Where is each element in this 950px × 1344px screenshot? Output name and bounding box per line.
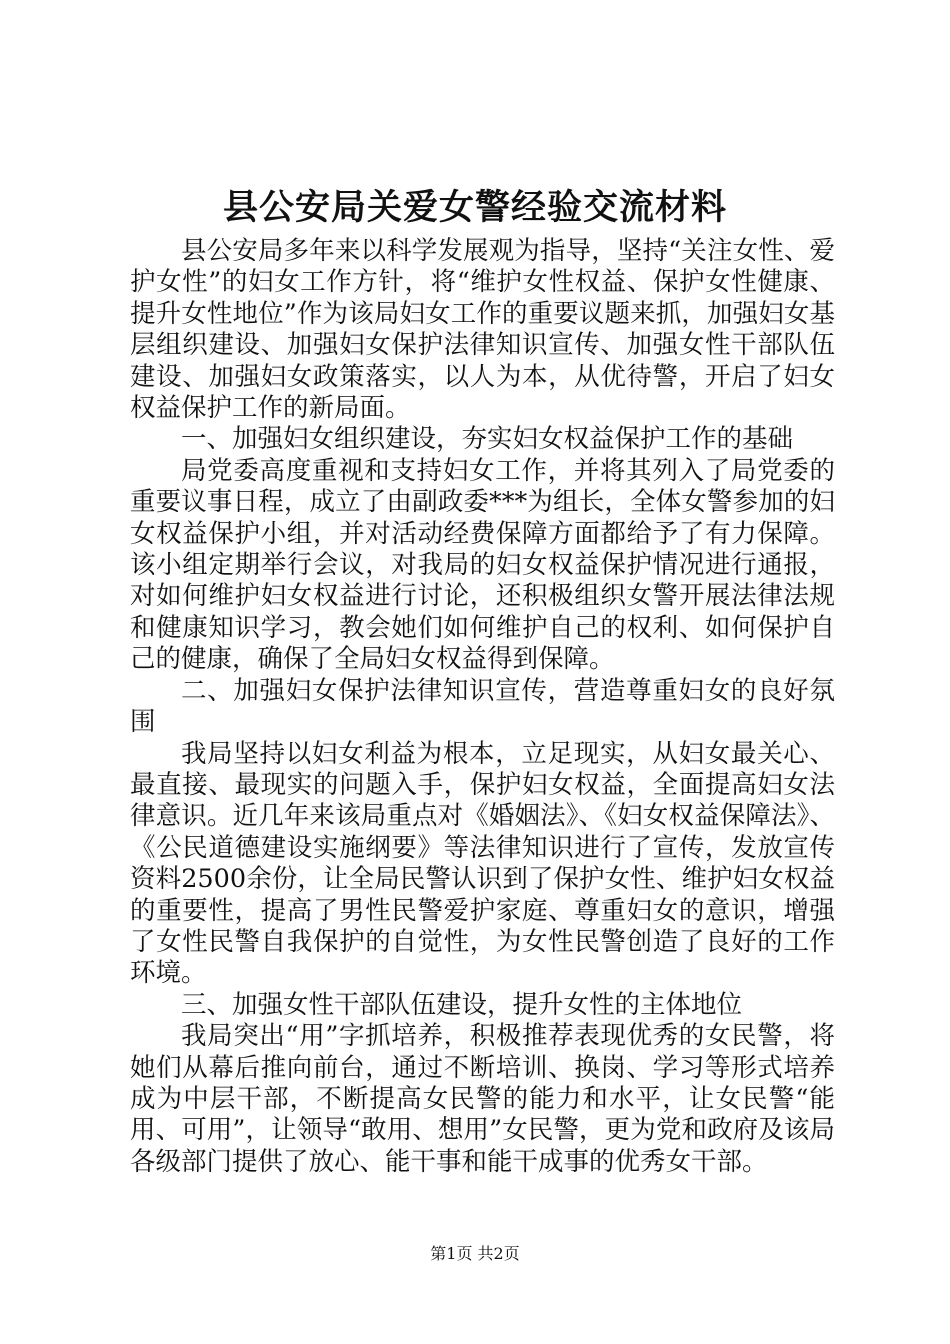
section-heading-2: 二、加强妇女保护法律知识宣传，营造尊重妇女的良好氛围 bbox=[130, 675, 835, 738]
section-paragraph-1: 局党委高度重视和支持妇女工作，并将其列入了局党委的重要议事日程，成立了由副政委***为组长，全体女警参加的妇女权益保护小组，并对活动经费保障方面都给予了有力保障。该小组定期举行会议，对我局的妇女权益保护情况进行通报，对如何维护妇女权益进行讨论，还积极组织女警开展法律法规和健康知识学习，教会她们如何维护自己的权利、如何保护自己的健康，确保了全局妇女权益得到保障。 bbox=[130, 455, 835, 675]
intro-paragraph: 县公安局多年来以科学发展观为指导，坚持“关注女性、爱护女性”的妇女工作方针，将“维护女性权益、保护女性健康、提升女性地位”作为该局妇女工作的重要议题来抓，加强妇女基层组织建设、加强妇女保护法律知识宣传、加强女性干部队伍建设、加强妇女政策落实，以人为本，从优待警，开启了妇女权益保护工作的新局面。 bbox=[130, 236, 835, 424]
section-heading-3: 三、加强女性干部队伍建设，提升女性的主体地位 bbox=[181, 989, 743, 1020]
page-number-footer: 第1页 共2页 bbox=[430, 1244, 520, 1263]
section-paragraph-3: 我局突出“用”字抓培养，积极推荐表现优秀的女民警，将她们从幕后推向前台，通过不断培训、换岗、学习等形式培养成为中层干部，不断提高女民警的能力和水平，让女民警“能用、可用”，让领导“敢用、想用”女民警，更为党和政府及该局各级部门提供了放心、能干事和能干成事的优秀女干部。 bbox=[130, 1021, 835, 1177]
section-paragraph-2: 我局坚持以妇女利益为根本，立足现实，从妇女最关心、最直接、最现实的问题入手，保护妇女权益，全面提高妇女法律意识。近几年来该局重点对《婚姻法》、《妇女权益保障法》、《公民道德建设实施纲要》等法律知识进行了宣传，发放宣传资料2500余份，让全局民警认识到了保护女性、维护妇女权益的重要性，提高了男性民警爱护家庭、尊重妇女的意识，增强了女性民警自我保护的自觉性，为女性民警创造了良好的工作环境。 bbox=[130, 738, 835, 989]
document-title: 县公安局关爱女警经验交流材料 bbox=[222, 187, 727, 228]
document-body bbox=[130, 236, 835, 1178]
section-heading-1: 一、加强妇女组织建设，夯实妇女权益保护工作的基础 bbox=[181, 424, 794, 455]
